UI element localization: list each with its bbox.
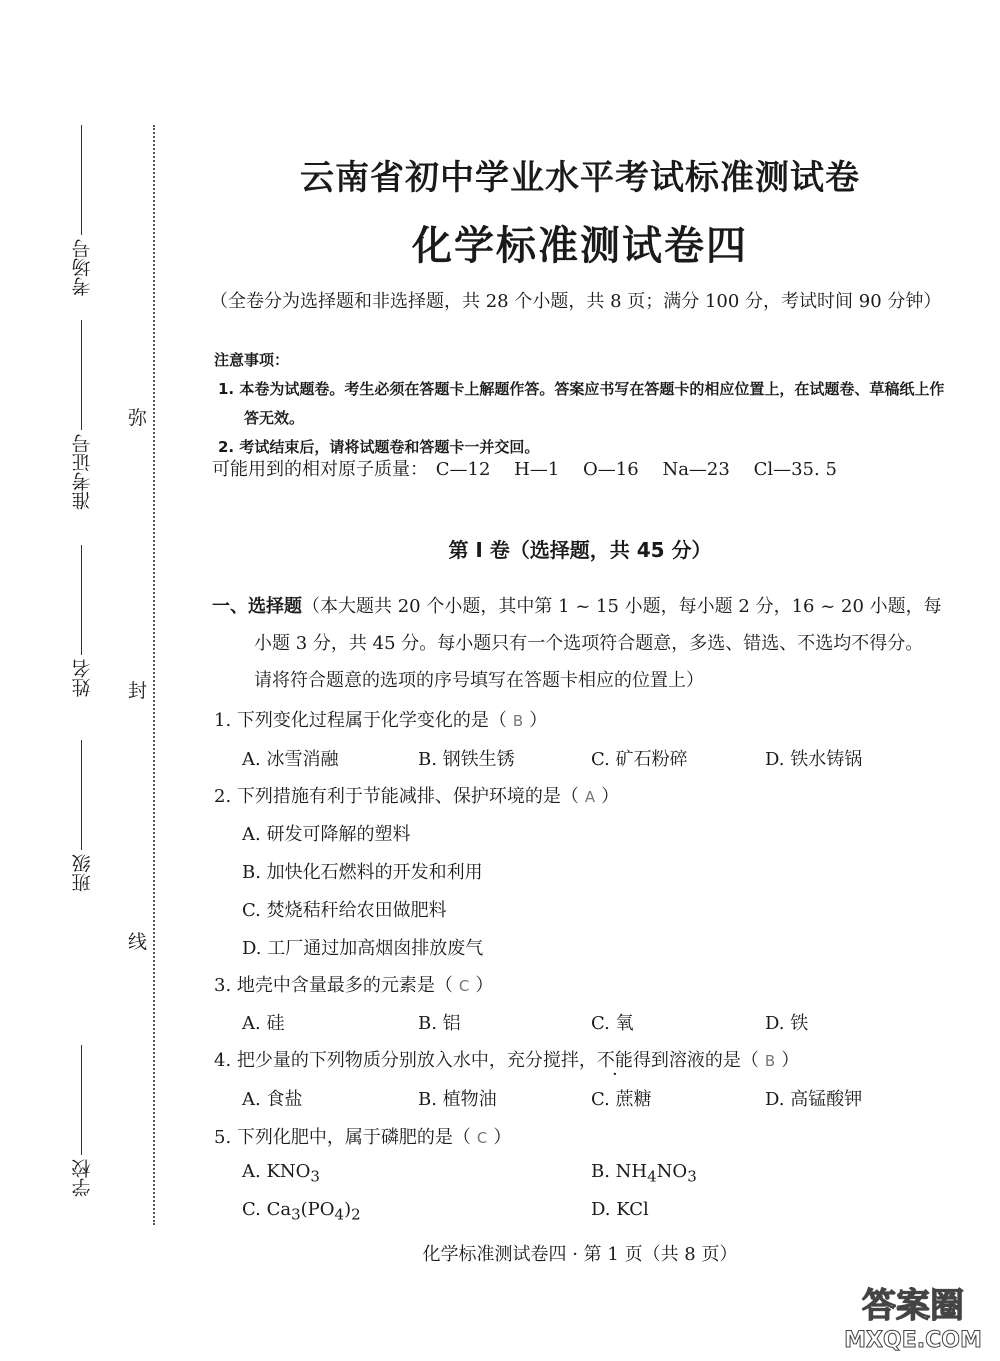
- question-close: ）: [601, 786, 620, 807]
- option-c: C. 蔗糖: [591, 1089, 652, 1110]
- option-d: D. 铁: [765, 1013, 809, 1034]
- atomic-mass-label: 可能用到的相对原子质量：: [212, 459, 428, 480]
- field-label: 学校: [71, 1159, 94, 1197]
- part-intro-line-1: （本大题共 20 个小题，其中第 1 ~ 15 小题，每小题 2 分，16 ~ 20 小题，每: [302, 596, 942, 617]
- seal-char-feng: 封: [128, 680, 148, 702]
- notice-block: [214, 346, 954, 462]
- option-a: A. 食盐: [242, 1089, 303, 1110]
- notice-heading: 注意事项：: [214, 351, 290, 369]
- watermark-logo: [838, 1277, 988, 1355]
- page-footer: 化学标准测试卷四 · 第 1 页（共 8 页）: [422, 1244, 738, 1265]
- option-d: D. 铁水铸锅: [765, 749, 863, 770]
- field-admission-number: [62, 320, 102, 510]
- option-d: D. KCl: [591, 1199, 649, 1220]
- atomic-mass-line: [212, 455, 855, 481]
- option-b: B. 钢铁生锈: [418, 749, 515, 770]
- option-c: C. 氧: [591, 1013, 634, 1034]
- answer-mark: B: [764, 1052, 776, 1070]
- option-c: C. 焚烧秸秆给农田做肥料: [242, 900, 447, 921]
- question-5: [214, 1123, 511, 1149]
- exam-info: （全卷分为选择题和非选择题，共 28 个小题，共 8 页；满分 100 分，考试时间 90 分钟）: [210, 291, 942, 312]
- atomic-mass-na: Na—23: [662, 459, 730, 480]
- exam-paper-title: 化学标准测试卷四: [412, 222, 748, 269]
- question-stem: 3. 地壳中含量最多的元素是（: [214, 975, 453, 996]
- option-c: C. 矿石粉碎: [591, 749, 688, 770]
- atomic-mass-cl: Cl—35. 5: [753, 459, 837, 480]
- atomic-mass-c: C—12: [435, 459, 491, 480]
- question-stem: 4. 把少量的下列物质分别放入水中，充分搅拌，: [214, 1050, 597, 1071]
- field-label: 考场号: [71, 239, 94, 296]
- field-school: [62, 1045, 102, 1197]
- field-label: 姓名: [71, 659, 94, 697]
- seal-dashed-line: [153, 125, 155, 1225]
- option-d: D. 工厂通过加高烟囱排放废气: [242, 938, 484, 959]
- watermark-text: 答案圈: [862, 1286, 964, 1326]
- part-intro-line-3: 请将符合题意的选项的序号填写在答题卡相应的位置上）: [254, 670, 704, 691]
- option-b: B. 铝: [418, 1013, 461, 1034]
- part-intro: [212, 588, 952, 699]
- question-4: [214, 1046, 799, 1072]
- notice-item-1: 1. 本卷为试题卷。考生必须在答题卡上解题作答。答案应书写在答题卡的相应位置上，在试题卷、草稿纸上作答无效。: [218, 380, 945, 427]
- seal-char-xian: 线: [128, 931, 148, 953]
- question-close: ）: [475, 975, 494, 996]
- notice-item-2: 2. 考试结束后，请将试题卷和答题卡一并交回。: [218, 438, 540, 456]
- question-close: ）: [529, 710, 548, 731]
- field-name: [62, 545, 102, 697]
- watermark-url: MXQE.COM: [844, 1328, 982, 1353]
- question-3: [214, 971, 493, 997]
- option-a: A. 研发可降解的塑料: [242, 824, 411, 845]
- option-d: D. 高锰酸钾: [765, 1089, 863, 1110]
- question-close: ）: [781, 1050, 800, 1071]
- emphasis-not: 不能: [596, 1050, 633, 1071]
- exam-series-title: 云南省初中学业水平考试标准测试卷: [300, 158, 860, 198]
- field-class: [62, 740, 102, 892]
- question-stem-rest: 得到溶液的是（: [632, 1050, 759, 1071]
- answer-mark: A: [584, 788, 596, 806]
- option-b: B. $NH_4NO_3$: [591, 1161, 697, 1186]
- answer-mark: C: [458, 977, 470, 995]
- option-a: A. 硅: [242, 1013, 285, 1034]
- field-label: 准考证号: [71, 434, 94, 510]
- question-2: [214, 782, 619, 808]
- answer-mark: B: [512, 712, 524, 730]
- question-stem: 5. 下列化肥中，属于磷肥的是（: [214, 1127, 471, 1148]
- answer-mark: C: [476, 1129, 488, 1147]
- field-label: 班级: [71, 854, 94, 892]
- part-lead: 一、选择题: [212, 596, 302, 617]
- section-title: 第 Ⅰ 卷（选择题，共 45 分）: [448, 538, 712, 562]
- option-a: A. $KNO_3$: [242, 1161, 320, 1186]
- field-exam-room: [62, 125, 102, 296]
- question-1: [214, 706, 547, 732]
- part-intro-line-2: 小题 3 分，共 45 分。每小题只有一个选项符合题意，多选、错选、不选均不得分。: [254, 633, 924, 654]
- question-stem: 1. 下列变化过程属于化学变化的是（: [214, 710, 507, 731]
- option-c: C. $Ca_3(PO_4)_2$: [242, 1199, 361, 1224]
- question-close: ）: [493, 1127, 512, 1148]
- option-b: B. 植物油: [418, 1089, 497, 1110]
- option-a: A. 冰雪消融: [242, 749, 339, 770]
- question-stem: 2. 下列措施有利于节能减排、保护环境的是（: [214, 786, 579, 807]
- seal-char-mi: 弥: [128, 407, 148, 429]
- option-b: B. 加快化石燃料的开发和利用: [242, 862, 483, 883]
- atomic-mass-h: H—1: [514, 459, 560, 480]
- atomic-mass-o: O—16: [583, 459, 639, 480]
